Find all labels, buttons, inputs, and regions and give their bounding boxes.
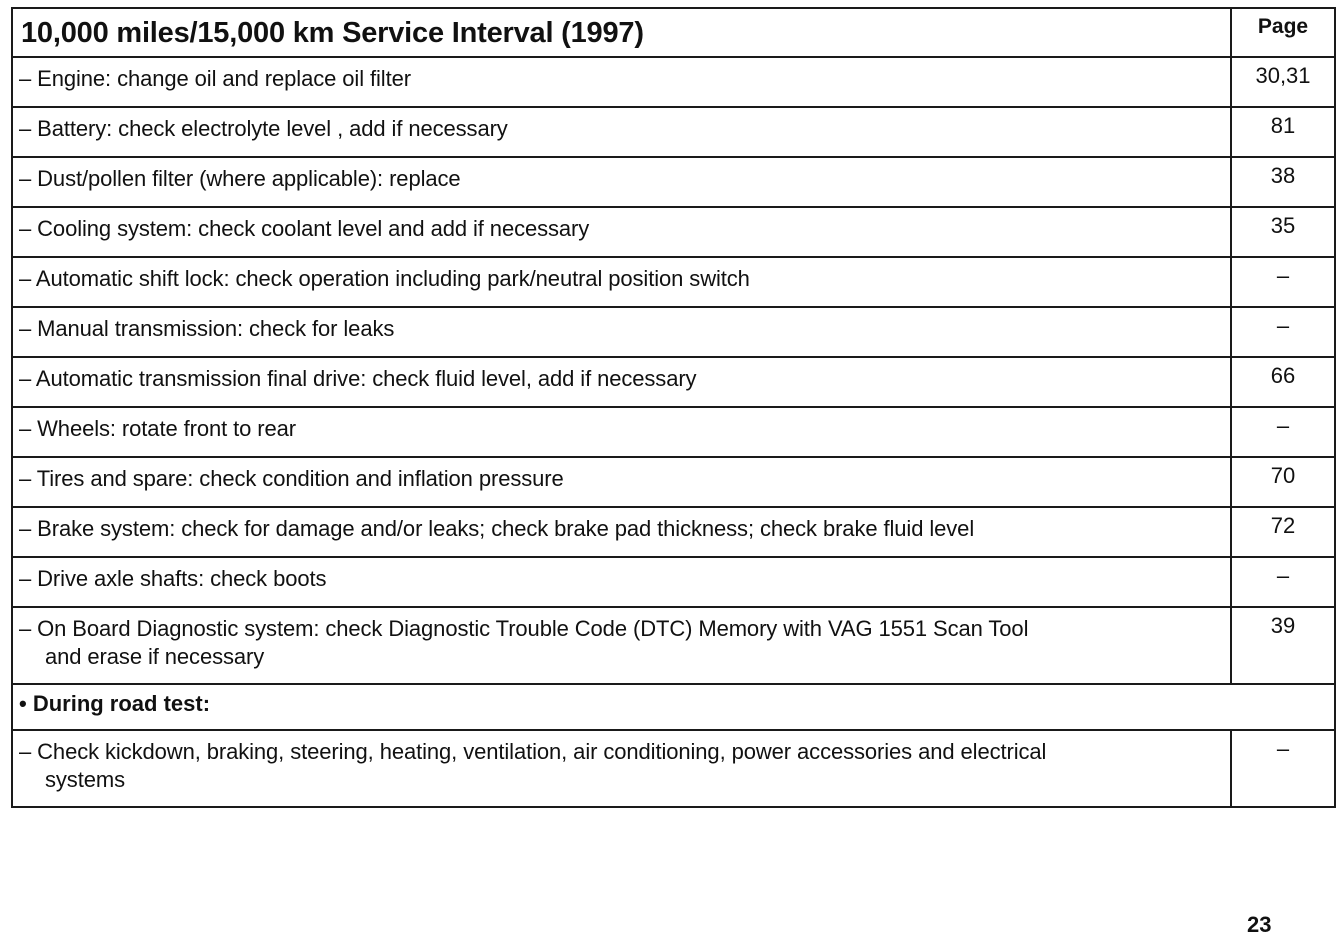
section-row: [12, 684, 1335, 730]
task-line-continued: systems: [45, 767, 125, 792]
service-interval-table: [11, 7, 1336, 808]
page-ref-cell: –: [1231, 257, 1335, 307]
table-row: [12, 557, 1335, 607]
table-row: [12, 107, 1335, 157]
table-row: [12, 207, 1335, 257]
task-cell: – Automatic shift lock: check operation including park/neutral position switch: [12, 257, 1231, 307]
table-header-row: [12, 8, 1335, 57]
page-ref-cell: 81: [1231, 107, 1335, 157]
task-cell: – Cooling system: check coolant level and add if necessary: [12, 207, 1231, 257]
task-cell: – Dust/pollen filter (where applicable): replace: [12, 157, 1231, 207]
page-number: 23: [1247, 912, 1272, 937]
page-ref-cell: 38: [1231, 157, 1335, 207]
table-row: [12, 57, 1335, 107]
page-ref-cell: –: [1231, 730, 1335, 807]
table-row: [12, 507, 1335, 557]
page-ref-cell: 30,31: [1231, 57, 1335, 107]
page-column-header: Page: [1231, 8, 1335, 57]
task-cell: – Drive axle shafts: check boots: [12, 557, 1231, 607]
task-cell: – Brake system: check for damage and/or leaks; check brake pad thickness; check brake fluid level: [12, 507, 1231, 557]
page-ref-cell: 35: [1231, 207, 1335, 257]
page-ref-cell: –: [1231, 557, 1335, 607]
road-test-section-label: • During road test:: [12, 684, 1335, 730]
task-line-continued: and erase if necessary: [45, 644, 265, 669]
page-ref-cell: 70: [1231, 457, 1335, 507]
task-cell: – Automatic transmission final drive: check fluid level, add if necessary: [12, 357, 1231, 407]
table-row: [12, 157, 1335, 207]
table-row: [12, 457, 1335, 507]
task-cell: – Manual transmission: check for leaks: [12, 307, 1231, 357]
task-cell: – Tires and spare: check condition and inflation pressure: [12, 457, 1231, 507]
table-title: 10,000 miles/15,000 km Service Interval (1997): [12, 8, 1231, 57]
page-ref-cell: 72: [1231, 507, 1335, 557]
task-line: – Check kickdown, braking, steering, heating, ventilation, air conditioning, power accessories and electrical: [19, 739, 1047, 764]
page-ref-cell: –: [1231, 407, 1335, 457]
task-cell: – Battery: check electrolyte level , add if necessary: [12, 107, 1231, 157]
task-cell: [12, 730, 1231, 807]
table-row: [12, 307, 1335, 357]
task-cell: [12, 607, 1231, 684]
table-row: [12, 607, 1335, 684]
page-ref-cell: 66: [1231, 357, 1335, 407]
table-row: [12, 257, 1335, 307]
task-cell: – Engine: change oil and replace oil filter: [12, 57, 1231, 107]
page-ref-cell: 39: [1231, 607, 1335, 684]
table-row: [12, 357, 1335, 407]
table-row: [12, 407, 1335, 457]
page-ref-cell: –: [1231, 307, 1335, 357]
task-cell: – Wheels: rotate front to rear: [12, 407, 1231, 457]
table-row: [12, 730, 1335, 807]
task-line: – On Board Diagnostic system: check Diagnostic Trouble Code (DTC) Memory with VAG 1551 Scan Tool: [19, 616, 1029, 641]
